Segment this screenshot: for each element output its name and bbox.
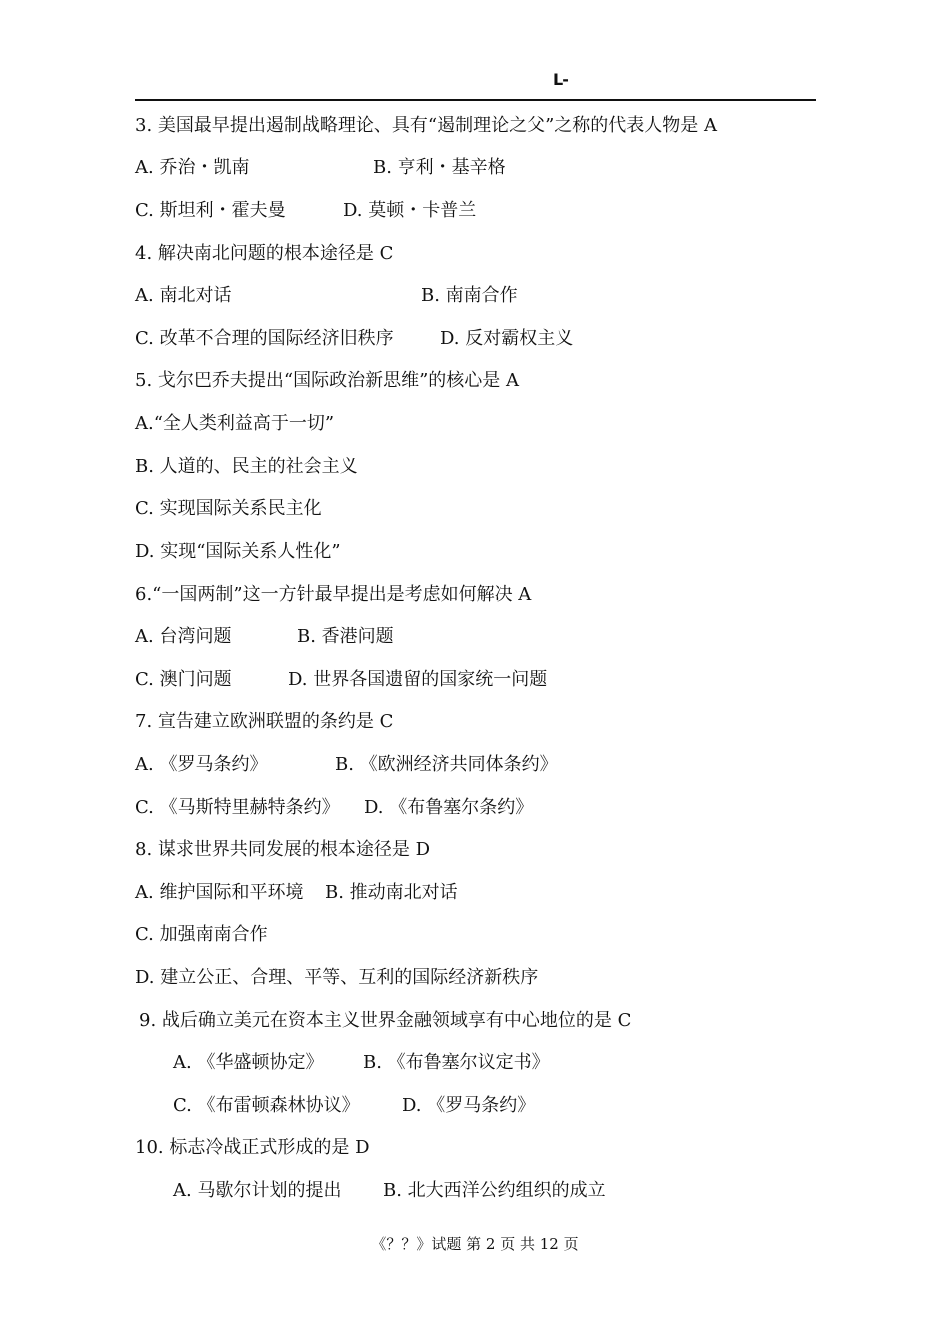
- option-4b: B. 南南合作: [421, 285, 518, 306]
- question-9: 9. 战后确立美元在资本主义世界金融领域享有中心地位的是 C: [139, 1010, 632, 1031]
- page-footer: 《？？》试题 第 2 页 共 12 页: [371, 1235, 579, 1253]
- option-6c: C. 澳门问题: [135, 669, 232, 690]
- question-8: 8. 谋求世界共同发展的根本途径是 D: [135, 839, 431, 860]
- option-8a: A. 维护国际和平环境: [135, 882, 304, 903]
- question-5: 5. 戈尔巴乔夫提出“国际政治新思维”的核心是 A: [135, 370, 520, 391]
- question-3: 3. 美国最早提出遏制战略理论、具有“遏制理论之父”之称的代表人物是 A: [135, 115, 718, 136]
- option-3b: B. 亨利・基辛格: [373, 157, 506, 178]
- option-6a: A. 台湾问题: [135, 626, 232, 647]
- option-4a: A. 南北对话: [135, 285, 232, 306]
- option-3c: C. 斯坦利・霍夫曼: [135, 200, 286, 221]
- question-7: 7. 宣告建立欧洲联盟的条约是 C: [135, 711, 394, 732]
- option-10a: A. 马歇尔计划的提出: [173, 1180, 342, 1201]
- option-8c: C. 加强南南合作: [135, 924, 268, 945]
- option-5c: C. 实现国际关系民主化: [135, 498, 322, 519]
- option-4d: D. 反对霸权主义: [440, 328, 574, 349]
- option-9a: A. 《华盛顿协定》: [173, 1052, 324, 1073]
- option-8b: B. 推动南北对话: [325, 882, 458, 903]
- question-4: 4. 解决南北问题的根本途径是 C: [135, 243, 394, 264]
- option-8d: D. 建立公正、合理、平等、互利的国际经济新秩序: [135, 967, 539, 988]
- option-7a: A. 《罗马条约》: [135, 754, 268, 775]
- option-5d: D. 实现“国际关系人性化”: [135, 541, 341, 562]
- header-mark: L-: [553, 70, 568, 89]
- question-10: 10. 标志冷战正式形成的是 D: [135, 1137, 370, 1158]
- option-4c: C. 改革不合理的国际经济旧秩序: [135, 328, 394, 349]
- question-6: 6.“一国两制”这一方针最早提出是考虑如何解决 A: [135, 584, 532, 605]
- option-3a: A. 乔治・凯南: [135, 157, 250, 178]
- option-3d: D. 莫顿・卡普兰: [343, 200, 477, 221]
- option-7d: D. 《布鲁塞尔条约》: [364, 797, 534, 818]
- option-5b: B. 人道的、民主的社会主义: [135, 456, 358, 477]
- option-7b: B. 《欧洲经济共同体条约》: [335, 754, 558, 775]
- option-9d: D. 《罗马条约》: [402, 1095, 536, 1116]
- header-rule: [135, 99, 816, 101]
- option-5a: A.“全人类利益高于一切”: [135, 413, 335, 434]
- option-6d: D. 世界各国遗留的国家统一问题: [288, 669, 548, 690]
- option-7c: C. 《马斯特里赫特条约》: [135, 797, 340, 818]
- option-6b: B. 香港问题: [297, 626, 394, 647]
- option-9c: C. 《布雷顿森林协议》: [173, 1095, 360, 1116]
- option-9b: B. 《布鲁塞尔议定书》: [363, 1052, 550, 1073]
- option-10b: B. 北大西洋公约组织的成立: [383, 1180, 606, 1201]
